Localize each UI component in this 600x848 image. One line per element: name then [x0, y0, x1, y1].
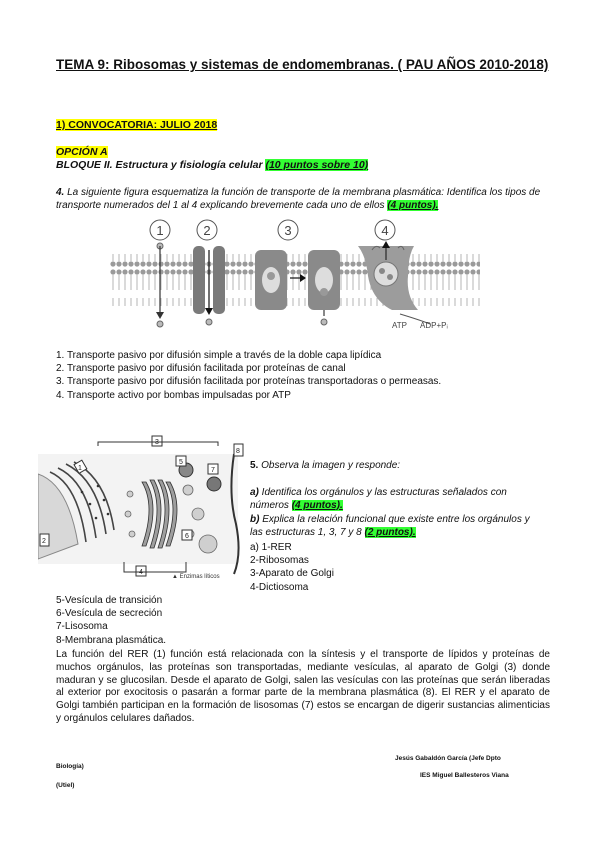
answer-5-4: 4-Dictiosoma	[250, 581, 309, 593]
answer-5-6: 6-Vesícula de secreción	[56, 608, 163, 620]
enzymes-legend: ▲ Enzimas líticos	[172, 574, 220, 580]
question-5	[250, 459, 550, 472]
section-heading	[56, 119, 217, 131]
figure1-label-2: 2	[203, 223, 211, 238]
bloque-points: (10 puntos sobre 10)	[265, 159, 369, 171]
footer-author: Jesús Gabaldón García (Jefe Dpto	[395, 755, 501, 762]
answer-5-3: 3-Aparato de Golgi	[250, 568, 334, 580]
question-4	[56, 186, 550, 212]
q5b-points: (2 puntos).	[364, 527, 416, 538]
q5a-text: Identifica los orgánulos y las estructuras señalados con números	[250, 487, 507, 511]
fig2-label-6: 6	[185, 533, 189, 540]
q4-number: 4.	[56, 187, 65, 198]
fig2-label-4: 4	[139, 569, 143, 576]
adp-label: ADP+Pᵢ	[420, 321, 448, 330]
fig2-label-5: 5	[179, 459, 183, 466]
answer-4-4: 4. Transporte activo por bombas impulsadas por ATP	[56, 389, 291, 401]
endomembrane-figure	[38, 434, 246, 584]
q5b-text: Explica la relación funcional que existe entre los orgánulos y las estructuras 1, 3, 7 y 8	[250, 514, 530, 538]
figure1-label-1: 1	[156, 223, 164, 238]
figure1-label-4: 4	[381, 223, 389, 238]
question-5a	[250, 486, 540, 512]
answer-5-1: a) 1-RER	[250, 542, 292, 553]
fig2-label-7: 7	[211, 467, 215, 474]
q5a-label: a)	[250, 487, 259, 498]
q4-text: La siguiente figura esquematiza la función de transporte de la membrana plasmática: Identifica los tipos de transporte numerados del 1 al 4 explicando brevemente cada uno de ellos	[56, 187, 541, 211]
answer-5-7: 7-Lisosoma	[56, 621, 108, 633]
q5-text: Observa la imagen y responde:	[258, 460, 401, 471]
answers-q5-right	[250, 541, 334, 594]
fig2-label-8: 8	[236, 448, 240, 455]
question-5b	[250, 513, 540, 539]
explanation-paragraph: La función del RER (1) función está relacionada con la síntesis y el transporte de lípidos y proteínas de muchos orgánulos, las proteínas son transportadas, mediante vesículas, al aparato de Golgi (3) donde maduran y se glucosilan. Desde el aparato de Golgi, salen las vesículas con las proteínas que serán liberadas al exterior por exocitosis o pasarán a formar parte de la membrana plasmática (8). El RER y el aparato de Golgi también participan en la formación de lisosomas (7) estos se encargan de digerir sustancias alimenticias y orgánulos celulares dañados.	[56, 649, 550, 724]
answer-5-5: 5-Vesícula de transición	[56, 595, 163, 606]
footer-dept: Biología)	[56, 763, 84, 770]
block-heading	[56, 159, 368, 171]
figure1-label-3: 3	[284, 223, 292, 238]
fig2-label-1: 1	[78, 465, 82, 472]
answers-q5-left	[56, 594, 166, 647]
transport-label-4	[375, 220, 395, 240]
fig2-label-2: 2	[42, 538, 46, 545]
q5-number: 5.	[250, 460, 259, 471]
q5b-label: b)	[250, 514, 260, 525]
answer-4-3: 3. Transporte pasivo por difusión facilitada por proteínas transportadoras o permeasas.	[56, 376, 442, 388]
answer-5-2: 2-Ribosomas	[250, 555, 309, 567]
footer-school: IES Miguel Ballesteros Viana	[420, 772, 509, 779]
atp-label: ATP	[392, 321, 407, 330]
answer-5-8: 8-Membrana plasmática.	[56, 634, 167, 646]
transport-label-2	[197, 220, 217, 240]
q4-points: (4 puntos).	[387, 200, 439, 211]
opcion-label: OPCIÓN A	[56, 146, 108, 158]
transport-label-3	[278, 220, 298, 240]
answer-4-1: 1. Transporte pasivo por difusión simple a través de la doble capa lipídica	[56, 350, 382, 361]
answer-4-2: 2. Transporte pasivo por difusión facilitada por proteínas de canal	[56, 363, 346, 375]
footer-town: (Utiel)	[56, 782, 75, 789]
transport-label-1	[150, 220, 170, 240]
membrane-transport-figure	[110, 216, 480, 340]
q5a-points: (4 puntos).	[291, 500, 343, 511]
page-title: TEMA 9: Ribosomas y sistemas de endomembranas. ( PAU AÑOS 2010-2018)	[56, 57, 549, 72]
answers-q4	[56, 349, 441, 402]
option-heading	[56, 146, 108, 158]
bloque-text: BLOQUE II. Estructura y fisiología celular	[56, 159, 266, 171]
fig2-label-3: 3	[155, 439, 159, 446]
convocatoria-label: 1) CONVOCATORIA: JULIO 2018	[56, 119, 218, 131]
